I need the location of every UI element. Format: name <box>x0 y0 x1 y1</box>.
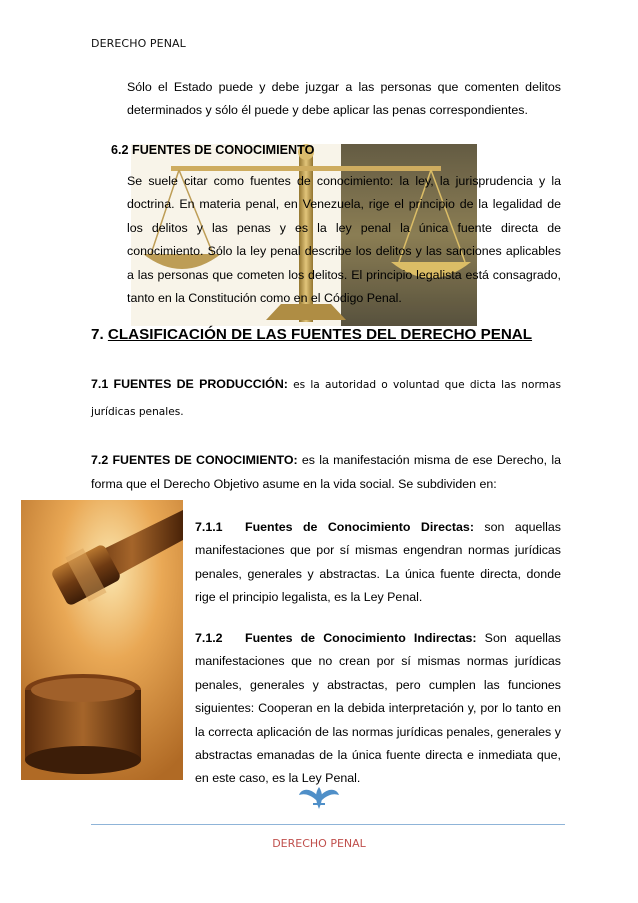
section-7-1-2-paragraph <box>195 627 561 791</box>
section-7-1-1-paragraph <box>195 516 561 610</box>
page-footer: DERECHO PENAL <box>272 837 366 850</box>
section-6-2-heading: 6.2 FUENTES DE CONOCIMIENTO <box>111 143 315 157</box>
section-7-1-2-number: 7.1.2 <box>195 631 223 645</box>
section-7-1-paragraph <box>91 371 561 425</box>
footer-divider <box>91 824 565 825</box>
fleur-ornament-icon <box>297 783 341 811</box>
section-7-number: 7. <box>91 326 108 343</box>
section-7-2-lead: 7.2 FUENTES DE CONOCIMIENTO: <box>91 453 298 467</box>
gavel-icon <box>21 500 183 780</box>
section-7-1-lead: 7.1 FUENTES DE PRODUCCIÓN: <box>91 377 288 391</box>
section-7-2-paragraph <box>91 448 561 496</box>
section-7-1-2-title: Fuentes de Conocimiento Indirectas: <box>245 631 477 645</box>
section-7-1-2-text: Son aquellas manifestaciones que no crean por sí mismas normas jurídicas penales, generales y abstractas, pero cumplen las funciones siguientes: Cooperan en la debida interpretación y, por lo tanto en la correcta aplicación de las normas jurídicas penales, generales y abstractas emanadas de la única fuente directa e inmediata que, en este caso, es la Ley Penal. <box>195 631 561 786</box>
section-7-heading <box>91 326 532 343</box>
section-7-2-text: es la manifestación misma de ese Derecho, la forma que el Derecho Objetivo asume en la vida social. Se subdividen en: <box>91 453 561 491</box>
page-header: DERECHO PENAL <box>91 37 186 50</box>
section-7-title: CLASIFICACIÓN DE LAS FUENTES DEL DERECHO PENAL <box>107 326 533 343</box>
intro-paragraph: Sólo el Estado puede y debe juzgar a las personas que comenten delitos determinados y sólo él puede y debe aplicar las penas correspondientes. <box>127 80 561 118</box>
section-7-1-1-text: son aquellas manifestaciones que por sí mismas engendran normas jurídicas penales, generales y abstractas. La única fuente directa, donde rige el principio legalista, es la Ley Penal. <box>195 520 561 605</box>
section-7-1-text: es la autoridad o voluntad que dicta las normas jurídicas penales. <box>91 379 562 418</box>
section-7-1-1-number: 7.1.1 <box>195 520 223 534</box>
section-6-2-paragraph: Se suele citar como fuentes de conocimiento: la ley, la jurisprudencia y la doctrina. En materia penal, en Venezuela, rige el principio de la legalidad de los delitos y las penas y es la ley penal la única fuente directa de conocimiento. Sólo la ley penal describe los delitos y las sanciones aplicables a las personas que cometen los delitos. El principio legalista está consagrado, tanto en la Constitución como en el Código Penal. <box>127 174 561 306</box>
section-7-1-1-title: Fuentes de Conocimiento Directas: <box>245 520 474 534</box>
